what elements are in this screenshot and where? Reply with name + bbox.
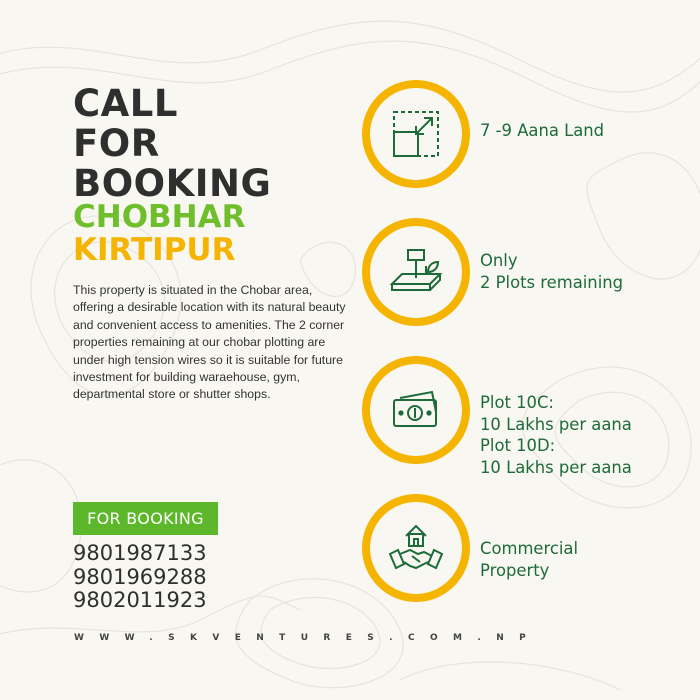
feature-plots-text [480,250,623,293]
heading-line: BOOKING [73,162,272,205]
feature-circle-commercial [362,494,470,602]
phone-list [73,542,207,613]
feature-land-text [480,120,604,142]
feature-line: 2 Plots remaining [480,272,624,292]
phone-number[interactable]: 9801987133 [73,541,207,565]
for-booking-badge: FOR BOOKING [73,502,218,535]
location-area: CHOBHAR [73,199,246,235]
location-city: KIRTIPUR [73,232,236,268]
feature-price-text [480,392,632,478]
heading-line: CALL [73,82,178,125]
page-heading [73,84,271,204]
phone-number[interactable]: 9801969288 [73,564,207,589]
feature-line: Property [480,560,550,580]
feature-line: 10 Lakhs per aana [480,457,632,477]
plot-signboard-icon [388,244,444,300]
feature-circle-price [362,356,470,464]
feature-circle-land [362,80,470,188]
money-icon [388,382,444,438]
feature-line: 7 -9 Aana Land [480,121,605,140]
property-description: This property is situated in the Chobar area, offering a desirable location with its natural beauty and convenient access to amenities. The 2 corner properties remaining at our chobar plotting are under high tension wires so it is suitable for future investment for building waraehouse, gym, departmental store or shutter shops. [73,283,346,402]
feature-line: 10 Lakhs per aana [480,414,632,434]
feature-line: Only [480,251,518,270]
feature-line: Plot 10D: [480,436,556,455]
land-area-icon [388,106,444,162]
feature-line: Plot 10C: [480,393,554,412]
website-link[interactable]: WWW.SKVENTURES.COM.NP [74,633,542,643]
handshake-house-icon [388,520,444,576]
phone-number[interactable]: 9802011923 [73,588,207,612]
feature-commercial-text [480,538,578,581]
feature-line: Commercial [480,539,579,558]
heading-line: FOR [73,122,160,165]
feature-circle-plots [362,218,470,326]
